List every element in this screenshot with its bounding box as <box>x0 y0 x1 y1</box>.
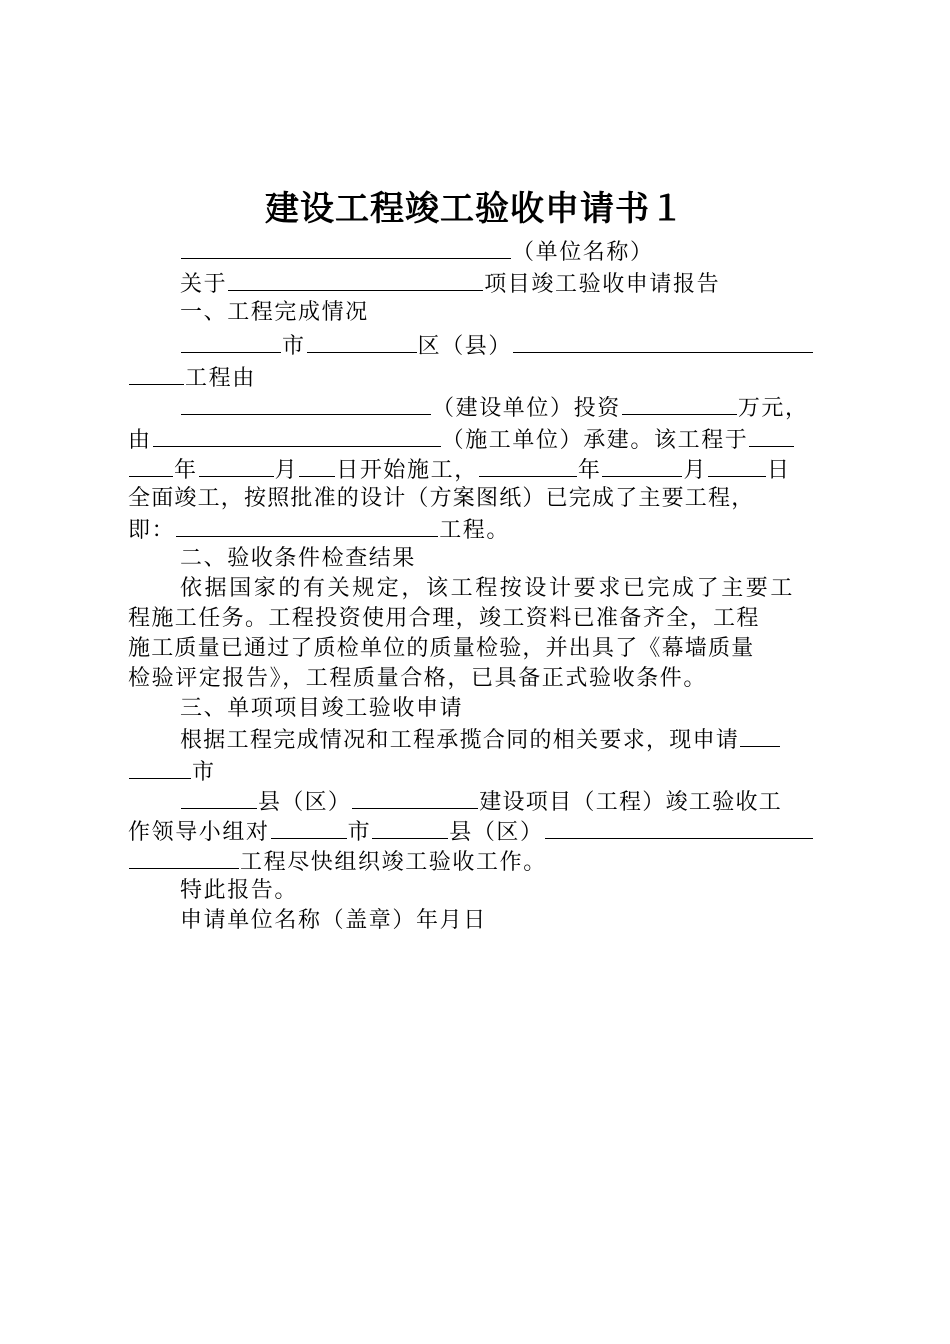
text-segment: 工程由 <box>185 366 256 391</box>
text-segment: 市 <box>282 334 306 359</box>
blank-field <box>740 724 780 747</box>
blank-field <box>129 362 184 385</box>
unit-name-line <box>180 236 848 268</box>
blank-field <box>181 330 281 353</box>
text-segment: 月 <box>274 458 299 483</box>
section-heading: 三、单项项目竣工验收申请 <box>180 696 464 721</box>
closing-line: 特此报告。 <box>180 878 299 903</box>
body-line: 施工质量已通过了质检单位的质量检验，并出具了《幕墙质量 <box>128 636 755 661</box>
text-segment: 县（区） <box>258 790 352 815</box>
blank-field <box>307 330 417 353</box>
text-segment: 万元， <box>737 396 809 421</box>
request-line-cont <box>128 756 848 788</box>
section-heading: 一、工程完成情况 <box>180 300 369 325</box>
text-segment: （建设单位）投资 <box>432 396 621 421</box>
document-title: 建设工程竣工验收申请书１ <box>265 189 685 229</box>
blank-field <box>181 236 511 259</box>
blank-field <box>176 514 438 537</box>
text-segment: 年 <box>174 458 198 483</box>
blank-field <box>622 392 737 415</box>
blank-field <box>545 816 813 839</box>
contractor-line <box>128 424 848 456</box>
text-segment: 即： <box>128 518 176 543</box>
text-segment: 月 <box>683 458 708 483</box>
investment-line <box>180 392 848 424</box>
text-segment: 年 <box>577 458 602 483</box>
blank-field <box>129 454 173 477</box>
signature-line: 申请单位名称（盖章）年月日 <box>180 908 487 933</box>
blank-field <box>228 268 483 291</box>
request-line-cont <box>128 816 848 848</box>
text-segment: 市 <box>347 820 372 845</box>
body-line: 检验评定报告》，工程质量合格，已具备正式验收条件。 <box>128 666 708 691</box>
text-segment: 由 <box>128 428 152 453</box>
text-segment: 根据工程完成情况和工程承揽合同的相关要求，现申请 <box>180 728 740 753</box>
text-segment: 建设项目（工程）竣工验收工 <box>479 790 783 815</box>
body-line: 全面竣工，按照批准的设计（方案图纸）已完成了主要工程， <box>128 486 755 511</box>
text-segment: 工程。 <box>439 518 511 543</box>
text-segment: 工程尽快组织竣工验收工作。 <box>240 850 547 875</box>
text-segment: 日开始施工， <box>336 458 478 483</box>
blank-field <box>513 330 813 353</box>
request-line-cont <box>128 846 848 878</box>
text-segment: 市 <box>192 760 216 785</box>
blank-field <box>181 786 257 809</box>
text-segment: 项目竣工验收申请报告 <box>484 272 721 297</box>
blank-field <box>372 816 448 839</box>
text-segment: 关于 <box>180 272 228 297</box>
section-heading: 二、验收条件检查结果 <box>180 546 417 571</box>
blank-field <box>352 786 478 809</box>
text-segment: （施工单位）承建。该工程于 <box>441 428 749 453</box>
request-line <box>180 724 848 756</box>
date-line <box>128 454 848 486</box>
location-line-cont <box>128 362 848 394</box>
blank-field <box>299 454 335 477</box>
blank-field <box>181 392 431 415</box>
text-segment: （单位名称） <box>512 240 654 265</box>
location-line <box>180 330 848 362</box>
blank-field <box>708 454 766 477</box>
text-segment: 作领导小组对 <box>128 820 270 845</box>
blank-field <box>479 454 577 477</box>
text-segment: 县（区） <box>449 820 544 845</box>
body-line: 程施工任务。工程投资使用合理，竣工资料已准备齐全，工程 <box>128 606 760 631</box>
blank-field <box>129 846 239 869</box>
blank-field <box>153 424 441 447</box>
scope-line <box>128 514 848 546</box>
blank-field <box>129 756 191 779</box>
text-segment: 日 <box>767 458 791 483</box>
text-segment: 区（县） <box>417 334 513 359</box>
subject-line <box>180 268 848 300</box>
blank-field <box>602 454 682 477</box>
blank-field <box>199 454 274 477</box>
blank-field <box>271 816 347 839</box>
body-line: 依据国家的有关规定，该工程按设计要求已完成了主要工 <box>180 576 796 601</box>
blank-field <box>749 424 794 447</box>
request-line-cont <box>180 786 848 818</box>
